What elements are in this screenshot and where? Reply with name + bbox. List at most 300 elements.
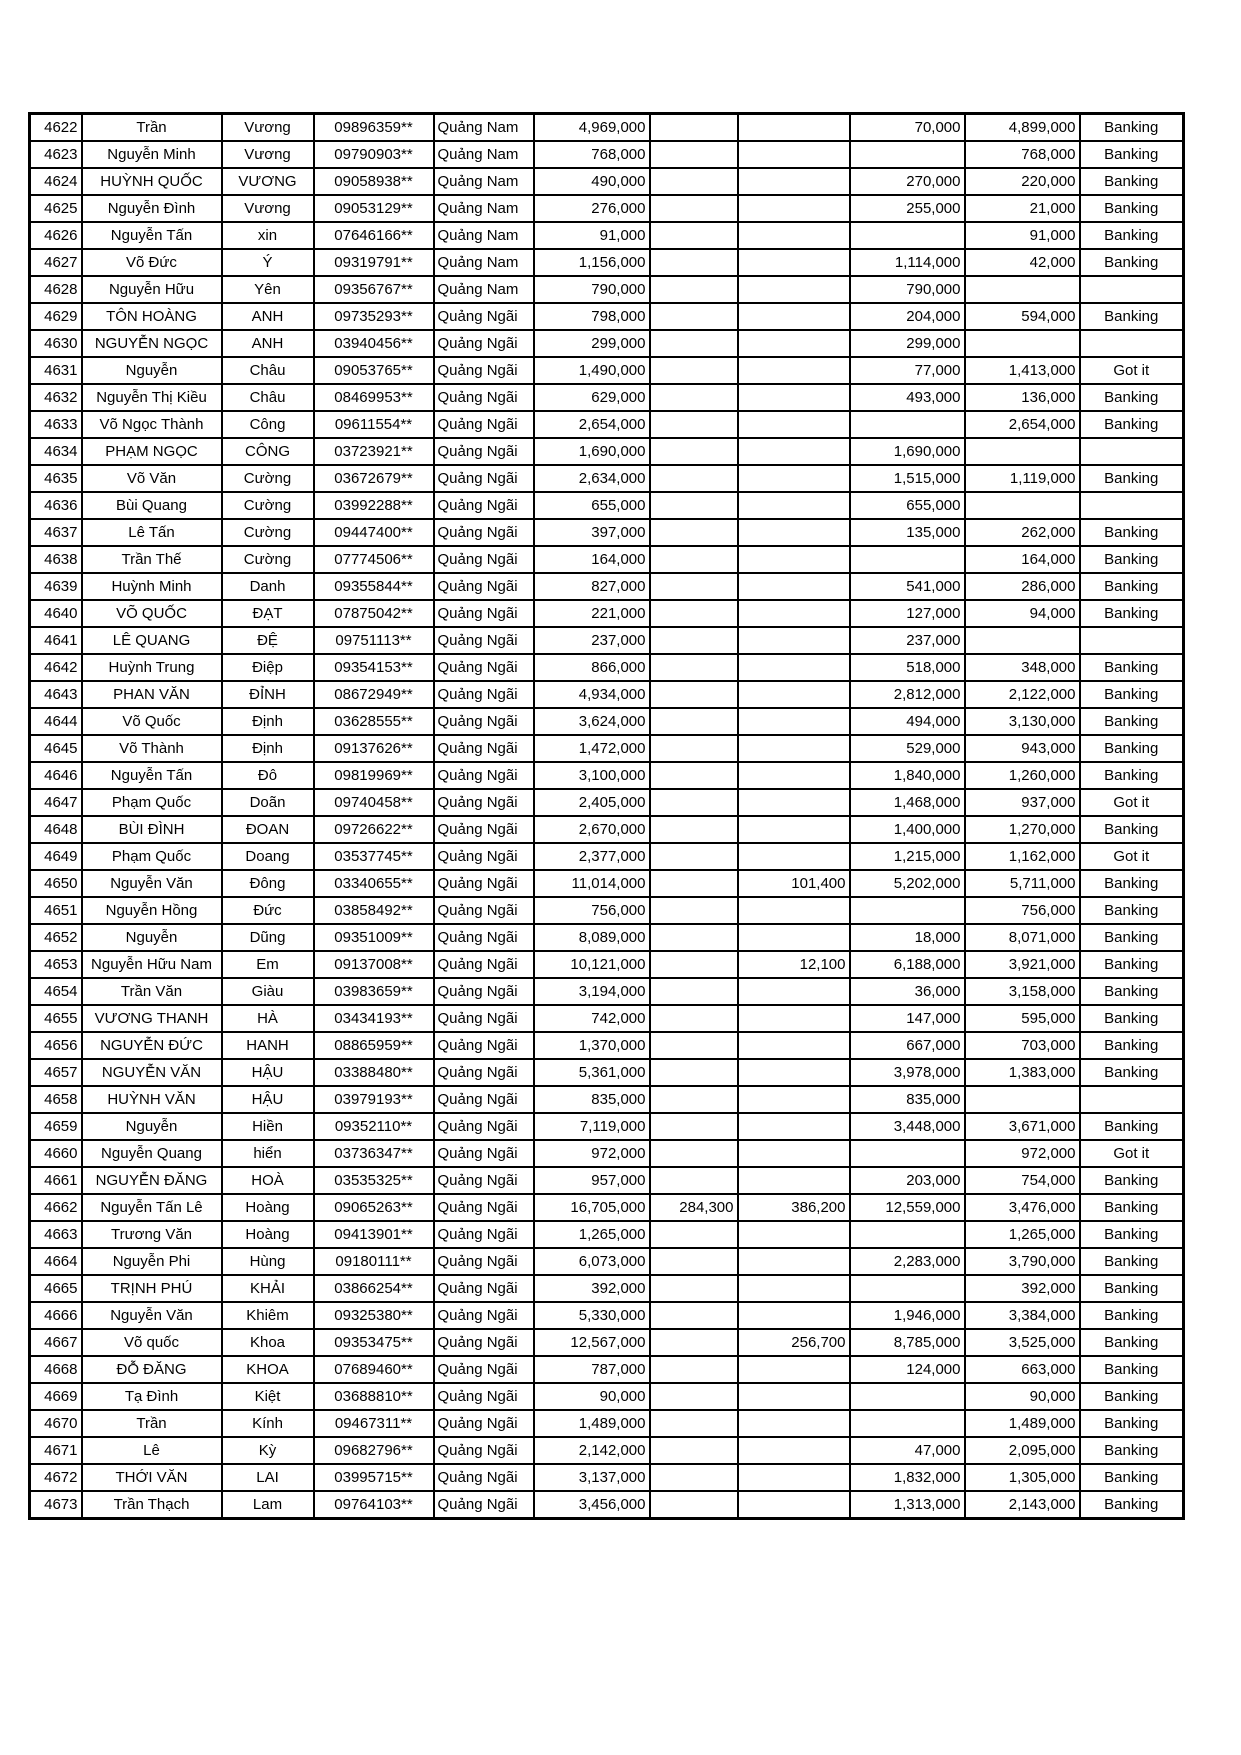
- status: Banking: [1080, 384, 1184, 411]
- amount-extra-b: [738, 249, 850, 276]
- amount-total: 3,137,000: [534, 1464, 650, 1491]
- amount-extra-b: [738, 411, 850, 438]
- amount-extra-b: [738, 438, 850, 465]
- table-row: [30, 1383, 1184, 1410]
- amount-part1: 70,000: [850, 114, 965, 142]
- name-part2: Lam: [222, 1491, 314, 1519]
- amount-total: 5,330,000: [534, 1302, 650, 1329]
- province: Quảng Ngãi: [434, 1194, 534, 1221]
- amount-total: 742,000: [534, 1005, 650, 1032]
- table-row: [30, 1437, 1184, 1464]
- amount-part2: 2,122,000: [965, 681, 1080, 708]
- name-part1: Trần: [82, 114, 222, 142]
- amount-part1: 1,690,000: [850, 438, 965, 465]
- amount-part2: 286,000: [965, 573, 1080, 600]
- amount-part1: 541,000: [850, 573, 965, 600]
- status: Banking: [1080, 1329, 1184, 1356]
- amount-part2: 937,000: [965, 789, 1080, 816]
- province: Quảng Ngãi: [434, 789, 534, 816]
- amount-extra-a: [650, 1059, 738, 1086]
- amount-total: 3,194,000: [534, 978, 650, 1005]
- province: Quảng Ngãi: [434, 1437, 534, 1464]
- province: Quảng Ngãi: [434, 897, 534, 924]
- row-id: 4623: [30, 141, 82, 168]
- amount-part2: 703,000: [965, 1032, 1080, 1059]
- amount-part2: 1,265,000: [965, 1221, 1080, 1248]
- province: Quảng Ngãi: [434, 924, 534, 951]
- amount-part1: 127,000: [850, 600, 965, 627]
- name-part2: Doang: [222, 843, 314, 870]
- phone-masked: 09726622**: [314, 816, 434, 843]
- table-row: [30, 897, 1184, 924]
- name-part2: Hiền: [222, 1113, 314, 1140]
- amount-part2: 756,000: [965, 897, 1080, 924]
- amount-extra-b: 101,400: [738, 870, 850, 897]
- amount-part1: [850, 411, 965, 438]
- name-part1: Nguyễn Đình: [82, 195, 222, 222]
- status: [1080, 438, 1184, 465]
- name-part2: Khiêm: [222, 1302, 314, 1329]
- table-row: [30, 870, 1184, 897]
- name-part1: TÔN HOÀNG: [82, 303, 222, 330]
- status: Banking: [1080, 978, 1184, 1005]
- table-row: [30, 195, 1184, 222]
- amount-part2: 3,671,000: [965, 1113, 1080, 1140]
- amount-extra-a: [650, 1221, 738, 1248]
- name-part2: Cường: [222, 546, 314, 573]
- amount-extra-a: [650, 276, 738, 303]
- name-part2: Điệp: [222, 654, 314, 681]
- amount-part2: 972,000: [965, 1140, 1080, 1167]
- name-part1: Bùi Quang: [82, 492, 222, 519]
- name-part2: Công: [222, 411, 314, 438]
- name-part1: HUỲNH QUỐC: [82, 168, 222, 195]
- status: Got it: [1080, 1140, 1184, 1167]
- province: Quảng Ngãi: [434, 816, 534, 843]
- amount-part2: 2,654,000: [965, 411, 1080, 438]
- amount-part2: 90,000: [965, 1383, 1080, 1410]
- amount-total: 866,000: [534, 654, 650, 681]
- name-part2: Đông: [222, 870, 314, 897]
- phone-masked: 08672949**: [314, 681, 434, 708]
- amount-total: 957,000: [534, 1167, 650, 1194]
- amount-total: 1,490,000: [534, 357, 650, 384]
- amount-part1: [850, 222, 965, 249]
- amount-part1: 529,000: [850, 735, 965, 762]
- table-row: [30, 357, 1184, 384]
- name-part1: Nguyễn: [82, 1113, 222, 1140]
- amount-extra-a: [650, 141, 738, 168]
- name-part1: ĐỖ ĐĂNG: [82, 1356, 222, 1383]
- table-row: [30, 573, 1184, 600]
- name-part2: Khoa: [222, 1329, 314, 1356]
- name-part2: Doãn: [222, 789, 314, 816]
- phone-masked: 03628555**: [314, 708, 434, 735]
- row-id: 4639: [30, 573, 82, 600]
- amount-total: 790,000: [534, 276, 650, 303]
- name-part2: VƯƠNG: [222, 168, 314, 195]
- row-id: 4631: [30, 357, 82, 384]
- amount-total: 827,000: [534, 573, 650, 600]
- status: [1080, 492, 1184, 519]
- amount-extra-b: [738, 1491, 850, 1519]
- name-part2: Yên: [222, 276, 314, 303]
- province: Quảng Ngãi: [434, 438, 534, 465]
- amount-part2: 1,305,000: [965, 1464, 1080, 1491]
- row-id: 4664: [30, 1248, 82, 1275]
- amount-extra-a: [650, 1086, 738, 1113]
- province: Quảng Ngãi: [434, 1464, 534, 1491]
- amount-extra-a: [650, 168, 738, 195]
- amount-extra-b: [738, 519, 850, 546]
- name-part1: HUỲNH VĂN: [82, 1086, 222, 1113]
- amount-extra-a: [650, 1410, 738, 1437]
- amount-part1: 8,785,000: [850, 1329, 965, 1356]
- province: Quảng Ngãi: [434, 654, 534, 681]
- amount-total: 2,634,000: [534, 465, 650, 492]
- amount-extra-b: [738, 1383, 850, 1410]
- status: Banking: [1080, 1005, 1184, 1032]
- name-part2: Em: [222, 951, 314, 978]
- status: Banking: [1080, 1221, 1184, 1248]
- status: Banking: [1080, 573, 1184, 600]
- status: Banking: [1080, 924, 1184, 951]
- status: Banking: [1080, 600, 1184, 627]
- phone-masked: 09058938**: [314, 168, 434, 195]
- province: Quảng Ngãi: [434, 627, 534, 654]
- table-row: [30, 222, 1184, 249]
- amount-extra-b: [738, 735, 850, 762]
- name-part2: Kính: [222, 1410, 314, 1437]
- amount-extra-a: [650, 1329, 738, 1356]
- province: Quảng Ngãi: [434, 762, 534, 789]
- amount-extra-b: [738, 600, 850, 627]
- amount-extra-a: [650, 1113, 738, 1140]
- name-part1: Võ Thành: [82, 735, 222, 762]
- amount-extra-a: [650, 843, 738, 870]
- amount-total: 12,567,000: [534, 1329, 650, 1356]
- province: Quảng Ngãi: [434, 1491, 534, 1519]
- province: Quảng Ngãi: [434, 681, 534, 708]
- amount-extra-a: [650, 789, 738, 816]
- name-part2: HẬU: [222, 1059, 314, 1086]
- amount-part1: 124,000: [850, 1356, 965, 1383]
- amount-extra-b: [738, 1356, 850, 1383]
- name-part1: PHẠM NGỌC: [82, 438, 222, 465]
- name-part2: Hoàng: [222, 1221, 314, 1248]
- amount-extra-a: [650, 411, 738, 438]
- amount-total: 768,000: [534, 141, 650, 168]
- province: Quảng Ngãi: [434, 1383, 534, 1410]
- amount-extra-b: [738, 1167, 850, 1194]
- amount-total: 2,654,000: [534, 411, 650, 438]
- row-id: 4642: [30, 654, 82, 681]
- amount-part2: 5,711,000: [965, 870, 1080, 897]
- amount-extra-a: [650, 330, 738, 357]
- table-row: [30, 1329, 1184, 1356]
- phone-masked: 09682796**: [314, 1437, 434, 1464]
- status: Banking: [1080, 519, 1184, 546]
- amount-extra-a: [650, 627, 738, 654]
- amount-extra-b: [738, 573, 850, 600]
- status: Banking: [1080, 411, 1184, 438]
- name-part1: VÕ QUỐC: [82, 600, 222, 627]
- amount-total: 4,934,000: [534, 681, 650, 708]
- amount-extra-b: [738, 1032, 850, 1059]
- amount-extra-a: [650, 114, 738, 142]
- row-id: 4656: [30, 1032, 82, 1059]
- amount-extra-b: [738, 654, 850, 681]
- amount-extra-a: [650, 654, 738, 681]
- amount-total: 299,000: [534, 330, 650, 357]
- name-part1: Nguyễn Phi: [82, 1248, 222, 1275]
- row-id: 4648: [30, 816, 82, 843]
- status: Banking: [1080, 1464, 1184, 1491]
- table-row: [30, 465, 1184, 492]
- province: Quảng Nam: [434, 249, 534, 276]
- amount-extra-b: [738, 1221, 850, 1248]
- amount-total: 629,000: [534, 384, 650, 411]
- province: Quảng Ngãi: [434, 708, 534, 735]
- amount-extra-a: [650, 303, 738, 330]
- status: Banking: [1080, 222, 1184, 249]
- amount-part1: 270,000: [850, 168, 965, 195]
- phone-masked: 08865959**: [314, 1032, 434, 1059]
- name-part2: hiển: [222, 1140, 314, 1167]
- amount-extra-a: [650, 681, 738, 708]
- row-id: 4667: [30, 1329, 82, 1356]
- amount-total: 91,000: [534, 222, 650, 249]
- name-part1: Võ quốc: [82, 1329, 222, 1356]
- amount-total: 11,014,000: [534, 870, 650, 897]
- name-part1: Trương Văn: [82, 1221, 222, 1248]
- amount-part1: [850, 1275, 965, 1302]
- phone-masked: 03940456**: [314, 330, 434, 357]
- status: Got it: [1080, 357, 1184, 384]
- amount-extra-a: [650, 1275, 738, 1302]
- row-id: 4626: [30, 222, 82, 249]
- province: Quảng Nam: [434, 141, 534, 168]
- payment-table: [28, 112, 1185, 1520]
- province: Quảng Ngãi: [434, 357, 534, 384]
- amount-extra-b: [738, 1275, 850, 1302]
- row-id: 4650: [30, 870, 82, 897]
- status: Banking: [1080, 465, 1184, 492]
- row-id: 4649: [30, 843, 82, 870]
- amount-extra-b: [738, 1437, 850, 1464]
- amount-total: 1,156,000: [534, 249, 650, 276]
- amount-total: 835,000: [534, 1086, 650, 1113]
- table-row: [30, 951, 1184, 978]
- name-part2: ĐOAN: [222, 816, 314, 843]
- province: Quảng Nam: [434, 114, 534, 142]
- amount-extra-a: [650, 573, 738, 600]
- province: Quảng Ngãi: [434, 951, 534, 978]
- amount-total: 3,624,000: [534, 708, 650, 735]
- amount-extra-b: [738, 897, 850, 924]
- name-part1: LÊ QUANG: [82, 627, 222, 654]
- row-id: 4651: [30, 897, 82, 924]
- name-part2: Cường: [222, 492, 314, 519]
- amount-total: 2,377,000: [534, 843, 650, 870]
- amount-part1: 790,000: [850, 276, 965, 303]
- status: [1080, 330, 1184, 357]
- amount-extra-b: [738, 492, 850, 519]
- name-part2: ANH: [222, 303, 314, 330]
- amount-part1: 299,000: [850, 330, 965, 357]
- name-part2: HÀ: [222, 1005, 314, 1032]
- amount-extra-a: [650, 1248, 738, 1275]
- name-part1: THỚI VĂN: [82, 1464, 222, 1491]
- status: Banking: [1080, 1383, 1184, 1410]
- status: Banking: [1080, 1437, 1184, 1464]
- table-row: [30, 1302, 1184, 1329]
- status: Banking: [1080, 654, 1184, 681]
- province: Quảng Ngãi: [434, 978, 534, 1005]
- province: Quảng Ngãi: [434, 1410, 534, 1437]
- province: Quảng Ngãi: [434, 330, 534, 357]
- row-id: 4671: [30, 1437, 82, 1464]
- status: Banking: [1080, 168, 1184, 195]
- name-part2: Kỳ: [222, 1437, 314, 1464]
- table-row: [30, 1167, 1184, 1194]
- amount-extra-a: [650, 1383, 738, 1410]
- amount-part2: 3,790,000: [965, 1248, 1080, 1275]
- row-id: 4630: [30, 330, 82, 357]
- name-part1: PHAN VĂN: [82, 681, 222, 708]
- amount-total: 2,670,000: [534, 816, 650, 843]
- table-row: [30, 735, 1184, 762]
- amount-part2: 42,000: [965, 249, 1080, 276]
- phone-masked: 03992288**: [314, 492, 434, 519]
- amount-total: 276,000: [534, 195, 650, 222]
- row-id: 4628: [30, 276, 82, 303]
- amount-extra-a: [650, 492, 738, 519]
- province: Quảng Ngãi: [434, 600, 534, 627]
- amount-part2: 1,119,000: [965, 465, 1080, 492]
- table-row: [30, 1356, 1184, 1383]
- row-id: 4665: [30, 1275, 82, 1302]
- phone-masked: 03388480**: [314, 1059, 434, 1086]
- amount-extra-b: 256,700: [738, 1329, 850, 1356]
- phone-masked: 09751113**: [314, 627, 434, 654]
- amount-extra-a: [650, 1302, 738, 1329]
- amount-extra-a: 284,300: [650, 1194, 738, 1221]
- row-id: 4658: [30, 1086, 82, 1113]
- status: Banking: [1080, 1302, 1184, 1329]
- name-part2: Hoàng: [222, 1194, 314, 1221]
- phone-masked: 09137626**: [314, 735, 434, 762]
- phone-masked: 09319791**: [314, 249, 434, 276]
- status: Banking: [1080, 141, 1184, 168]
- name-part1: NGUYỄN NGỌC: [82, 330, 222, 357]
- name-part2: Vương: [222, 114, 314, 142]
- province: Quảng Ngãi: [434, 465, 534, 492]
- amount-part1: 518,000: [850, 654, 965, 681]
- amount-part2: 1,270,000: [965, 816, 1080, 843]
- amount-part1: 493,000: [850, 384, 965, 411]
- amount-total: 490,000: [534, 168, 650, 195]
- table-row: [30, 114, 1184, 142]
- amount-extra-a: [650, 708, 738, 735]
- amount-extra-a: [650, 465, 738, 492]
- row-id: 4644: [30, 708, 82, 735]
- table-row: [30, 303, 1184, 330]
- row-id: 4638: [30, 546, 82, 573]
- province: Quảng Ngãi: [434, 1356, 534, 1383]
- amount-extra-b: [738, 168, 850, 195]
- row-id: 4657: [30, 1059, 82, 1086]
- amount-extra-b: [738, 465, 850, 492]
- row-id: 4672: [30, 1464, 82, 1491]
- amount-total: 8,089,000: [534, 924, 650, 951]
- amount-total: 798,000: [534, 303, 650, 330]
- amount-part1: [850, 1383, 965, 1410]
- amount-extra-b: [738, 978, 850, 1005]
- amount-total: 1,370,000: [534, 1032, 650, 1059]
- name-part1: Nguyễn Hồng: [82, 897, 222, 924]
- name-part1: Lê Tấn: [82, 519, 222, 546]
- name-part1: Nguyễn Tấn: [82, 222, 222, 249]
- name-part1: Nguyễn Hữu: [82, 276, 222, 303]
- amount-extra-a: [650, 222, 738, 249]
- table-row: [30, 1410, 1184, 1437]
- table-row: [30, 1059, 1184, 1086]
- table-row: [30, 384, 1184, 411]
- phone-masked: 09447400**: [314, 519, 434, 546]
- name-part1: VƯƠNG THANH: [82, 1005, 222, 1032]
- name-part2: ANH: [222, 330, 314, 357]
- province: Quảng Ngãi: [434, 1275, 534, 1302]
- amount-total: 2,405,000: [534, 789, 650, 816]
- name-part1: Trần: [82, 1410, 222, 1437]
- amount-part1: 655,000: [850, 492, 965, 519]
- amount-total: 3,456,000: [534, 1491, 650, 1519]
- amount-part1: 1,515,000: [850, 465, 965, 492]
- phone-masked: 09764103**: [314, 1491, 434, 1519]
- row-id: 4625: [30, 195, 82, 222]
- status: Banking: [1080, 1059, 1184, 1086]
- name-part2: Cường: [222, 465, 314, 492]
- table-row: [30, 1464, 1184, 1491]
- amount-extra-b: [738, 1140, 850, 1167]
- amount-part1: 3,448,000: [850, 1113, 965, 1140]
- row-id: 4652: [30, 924, 82, 951]
- phone-masked: 07646166**: [314, 222, 434, 249]
- amount-part1: 1,468,000: [850, 789, 965, 816]
- status: Banking: [1080, 114, 1184, 142]
- amount-extra-b: [738, 141, 850, 168]
- amount-part2: [965, 627, 1080, 654]
- name-part1: Nguyễn: [82, 357, 222, 384]
- amount-part2: [965, 492, 1080, 519]
- row-id: 4654: [30, 978, 82, 1005]
- name-part1: TRỊNH PHÚ: [82, 1275, 222, 1302]
- province: Quảng Nam: [434, 222, 534, 249]
- amount-part1: 5,202,000: [850, 870, 965, 897]
- name-part1: Trần Thạch: [82, 1491, 222, 1519]
- amount-total: 655,000: [534, 492, 650, 519]
- amount-part1: 135,000: [850, 519, 965, 546]
- name-part1: BÙI ĐÌNH: [82, 816, 222, 843]
- amount-extra-a: [650, 870, 738, 897]
- status: Banking: [1080, 1113, 1184, 1140]
- status: Banking: [1080, 1194, 1184, 1221]
- amount-part1: 6,188,000: [850, 951, 965, 978]
- province: Quảng Ngãi: [434, 1140, 534, 1167]
- amount-part1: 1,832,000: [850, 1464, 965, 1491]
- name-part2: Ý: [222, 249, 314, 276]
